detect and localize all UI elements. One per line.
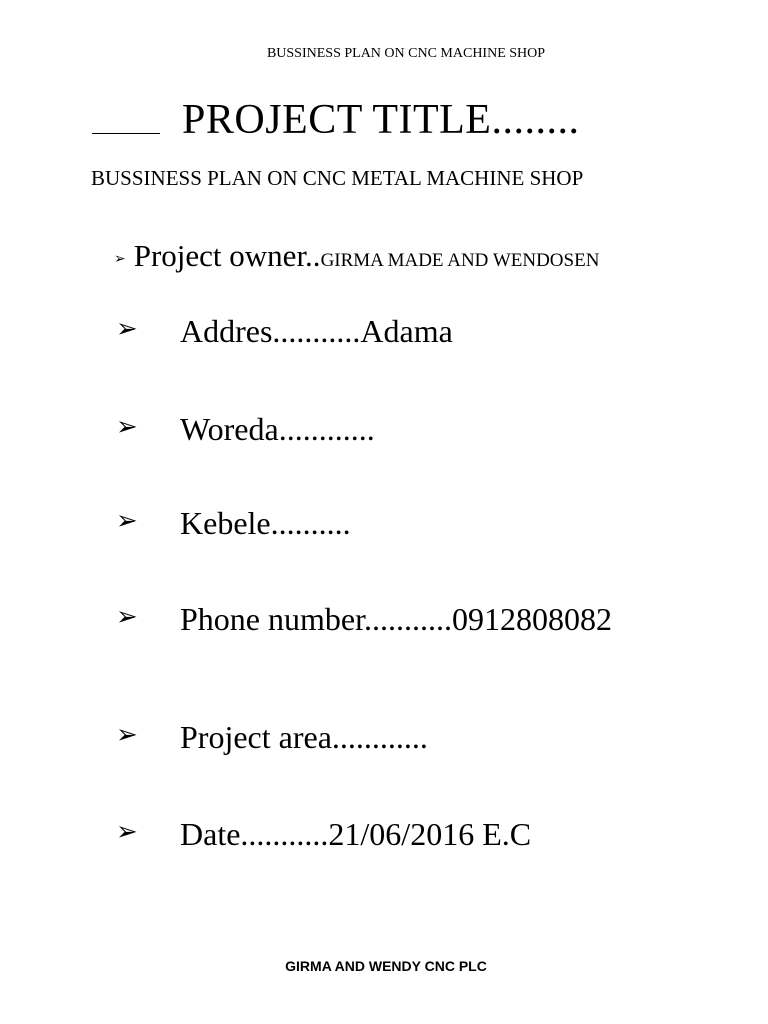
arrow-bullet-icon: ➢	[116, 720, 138, 750]
arrow-bullet-icon: ➢	[116, 817, 138, 847]
woreda-field: Woreda............	[180, 411, 375, 447]
project-title: PROJECT TITLE........	[182, 97, 580, 143]
project-area-field: Project area............	[180, 719, 428, 755]
project-owner-row	[114, 238, 599, 274]
phone-number-field: Phone number...........0912808082	[180, 601, 612, 637]
title-underline-rule	[92, 133, 160, 134]
kebele-field: Kebele..........	[180, 505, 351, 541]
project-owner-value: GIRMA MADE AND WENDOSEN	[320, 250, 600, 271]
arrow-bullet-icon: ➢	[116, 602, 138, 632]
date-field: Date...........21/06/2016 E.C	[180, 816, 532, 852]
project-subtitle: BUSSINESS PLAN ON CNC METAL MACHINE SHOP	[91, 166, 584, 190]
document-footer: GIRMA AND WENDY CNC PLC	[285, 958, 487, 974]
arrow-bullet-icon: ➢	[116, 506, 138, 536]
document-header: BUSSINESS PLAN ON CNC MACHINE SHOP	[266, 46, 546, 61]
arrow-bullet-icon: ➢	[116, 412, 138, 442]
address-field: Addres...........Adama	[180, 313, 453, 349]
project-owner-label: Project owner..	[133, 238, 321, 273]
arrow-bullet-icon: ➢	[116, 314, 138, 344]
arrow-bullet-icon: ➢	[114, 251, 126, 267]
